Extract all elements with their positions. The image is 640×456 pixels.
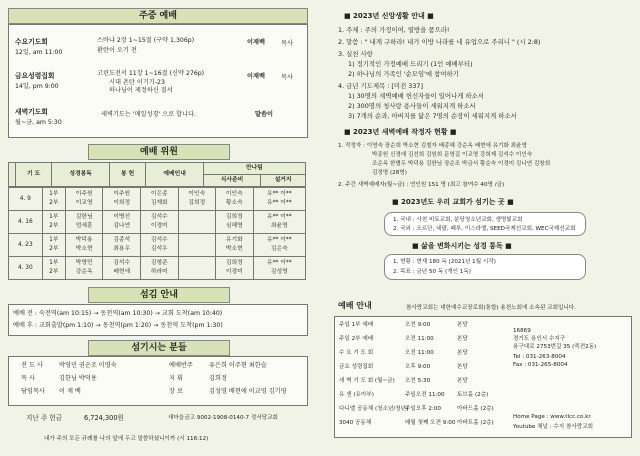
reading-title: ■ 삶을 변화시키는 성경 통독 ■ (412, 242, 512, 250)
table-cell: 김희정 심혜영 (216, 211, 254, 234)
prayer-box (384, 212, 586, 236)
service-subtitle: 하나님이 제정하신 질서 (109, 87, 173, 94)
service-content: 고린도전서 11장 1~16절 (신약 276p) (97, 70, 205, 77)
serving-box (8, 304, 308, 336)
col-header: 설거지 (261, 175, 306, 187)
info-line: 2) 하나님의 가족인 '순모임'에 참여하기 (348, 70, 459, 78)
service-content: 스바냐 2장 1~15절 (구약 1,306p) (97, 37, 195, 44)
service-content: 새벽기도는 '매일성경' 으로 합니다. (101, 111, 196, 118)
guide-service: 주일 2부 예배 (339, 336, 374, 342)
service-name: 새벽기도회 (15, 108, 48, 116)
prayer-line: 2. 국외 : 오르단, 네팔, 페루, 이스라엘, SEED국제선교회, WEC국제선교회 (393, 226, 576, 232)
staff-names: 김한님 박덕용 (59, 375, 97, 382)
table-cell: 유기화 박소현 (216, 234, 254, 257)
address-line: 경기도 용인시 수지구 (513, 336, 566, 342)
col-header: 예배인내 (146, 163, 203, 187)
staff-names: 김희정 (209, 375, 227, 382)
guide-time: 오전 11:00 (405, 350, 434, 356)
guide-time: 오전 5:30 (405, 378, 431, 384)
offering-label: 지난 주 헌금 (26, 414, 63, 422)
table-cell: 이인숙 황소숙 (216, 188, 254, 211)
table-cell: 1부 2부 (42, 234, 65, 257)
table-cell: 1부 2부 (42, 211, 65, 234)
guide-time: 오전 11:00 (405, 336, 434, 342)
guide-place: 본당 (457, 378, 468, 384)
status-line: 조순옥 한별두 박덕용 김한님 장순조 박금서 황순숙 이경미 김나연 김창희 (372, 161, 551, 167)
table-cell: 김석수 배현애 (103, 257, 141, 280)
service-leader: 이재백 (247, 39, 265, 46)
prayer-title: ■ 2023년도 우리 교회가 섬기는 곳 ■ (392, 198, 514, 206)
staff-names: 이 재 백 (59, 388, 81, 395)
service-time: 14일, pm 9:00 (15, 83, 59, 90)
status-title: ■ 2023년 새벽예배 작정자 현황 ■ (344, 128, 457, 136)
guide-service: 수 요 기 도 회 (339, 350, 374, 356)
info-line: 3) 7개의 순과, 아버지를 닮은 7명의 순장이 세워지게 하소서 (348, 112, 517, 120)
table-cell: 유** 이** 최윤영 (253, 211, 305, 234)
table-cell: 김종석 최용우 (103, 234, 141, 257)
info-line: 4. 금년 기도제목 : [미전 337] (338, 82, 423, 90)
fax-line: Fax : 031-265-8004 (513, 362, 568, 368)
service-role: 목사 (281, 40, 293, 47)
info-line: 1. 주제 : 주의 가정이여, 열방을 품으라! (338, 26, 450, 34)
youtube-link[interactable]: Youtube 채널 : 수지 참사랑교회 (513, 424, 594, 430)
table-cell: 4. 30 (9, 257, 43, 280)
guide-service: 새 벽 기 도 회 (월~금) (339, 378, 395, 384)
info-line: 1) 정기적인 가정예배 드리기 (1인 예배부터) (348, 60, 473, 68)
table-cell (178, 211, 216, 234)
staff-role: 담임목사 (21, 388, 45, 395)
table-cell: 김석수 김석우 (140, 234, 178, 257)
col-header: 성경봉독 (52, 163, 109, 187)
guide-place: 토브홀 (2층) (457, 392, 489, 398)
col-header: 봉 헌 (109, 163, 146, 187)
table-cell: 유** 이** 유** 이** (253, 188, 305, 211)
staff-role: 예배반주 (169, 362, 193, 369)
guide-service: 유 센 (유아부) (339, 392, 374, 398)
service-subtitle: 시대 촌탄 이기기-23 (109, 79, 165, 86)
col-header: 기 도 (15, 163, 52, 187)
serving-header: 섬김 안내 (88, 287, 230, 303)
guide-place: 본당 (457, 350, 468, 356)
table-cell: 박영민 강순옥 (65, 257, 103, 280)
table-cell: 4. 16 (9, 211, 43, 234)
address-line: 용구대로 2753번길 35 (죽전2동) (513, 344, 597, 350)
guide-place: 본당 (457, 336, 468, 342)
table-cell: 김형준 하라미 (140, 257, 178, 280)
service-subtitle: 환란이 오기 전 (97, 47, 137, 54)
table-row (9, 211, 306, 234)
service-leader: 이재백 (247, 73, 265, 80)
bank-account: 새마을금고 9002-1908-0140-7 정서당교회 (168, 415, 278, 421)
table-cell: 이주원 이교영 (65, 188, 103, 211)
table-cell: 이주원 이희정 (103, 188, 141, 211)
table-cell: 1부 2부 (42, 257, 65, 280)
reading-box (384, 254, 586, 280)
staff-role: 목 사 (21, 375, 35, 382)
table-cell: 유** 이** 김성영 (253, 257, 305, 280)
status-line: 김정영 (28명) (372, 170, 407, 176)
table-cell: 이인숙 김희정 (178, 188, 216, 211)
table-cell (178, 234, 216, 257)
info-line: 3. 실천 사항 (338, 50, 373, 58)
guide-title: 예배 안내 (338, 301, 372, 310)
table-cell: 유** 이** 김은숙 (253, 234, 305, 257)
phone-line: Tel : 031-263-8004 (513, 354, 566, 360)
guide-time: 오전 9:00 (405, 322, 431, 328)
status-line: 박종원 신경애 김선희 김원희 문영길 이교영 강희제 김석수 이인숙 (372, 152, 533, 158)
service-name: 금요성령집회 (15, 72, 55, 80)
staff-role: 지 휘 (169, 375, 183, 382)
committee-table-wrap (8, 162, 306, 280)
reading-line: 2. 목표 : 금년 50 독 (개인 1독) (393, 269, 471, 275)
service-time: 12일, am 11:00 (15, 49, 63, 56)
col-header (9, 163, 16, 187)
staff-header: 섬기시는 분들 (88, 340, 230, 356)
guide-time: 오후 9:00 (405, 364, 431, 370)
info-line: 2) 300명의 청사랑 용사들이 세워지게 하소서 (348, 102, 476, 110)
info-line: 2. 말씀 : " 내게 구하라! 내가 이방 나라를 네 유업으로 주리니 " (시 2:8) (338, 38, 541, 46)
table-cell: 1부 2부 (42, 188, 65, 211)
committee-table (8, 162, 306, 187)
guide-service: 3040 공동체 (339, 420, 372, 426)
service-role: 목사 (281, 74, 293, 81)
committee-body (8, 187, 306, 280)
table-row (9, 188, 306, 211)
table-cell: 김희정 이경미 (216, 257, 254, 280)
table-cell: 김석수 이경미 (140, 211, 178, 234)
footer-verse: 내가 주의 모든 규례를 나의 앞에 두고 말씀하셨니이까 (시 116:12) (44, 436, 209, 442)
serving-line: 예배 후 : 교회출발(pm 1:10) → 동천역(pm 1:20) → 동천역 도착(pm 1:30) (13, 322, 223, 329)
table-cell: 이은종 김재회 (140, 188, 178, 211)
service-leader: 말씀이 (255, 111, 273, 118)
status-line: 1. 작정자 : 이영숙 장순희 박소현 김철자 배종혜 강순옥 배현애 유기화 최윤영 (338, 143, 527, 149)
table-cell: 4. 23 (9, 234, 43, 257)
table-cell (178, 257, 216, 280)
info-title: ■ 2023년 신앙생활 안내 ■ (344, 12, 434, 20)
offering-value: 6,724,300원 (84, 414, 124, 422)
worship-box (8, 24, 308, 138)
guide-note: 참사랑교회는 대한예수교장로회(통합) 용천노회에 소속된 교회입니다. (406, 305, 576, 311)
guide-place: 본당 (457, 322, 468, 328)
committee-header: 예배 위원 (88, 144, 230, 160)
table-row (9, 257, 306, 280)
guide-service: 주일 1부 예배 (339, 322, 374, 328)
col-header: 만나팀 (203, 163, 305, 175)
reading-line: 1. 현황 : 현재 180 독 (2021년 1월 시작) (393, 259, 496, 265)
guide-place: 본당 (457, 364, 468, 370)
staff-names: 유은희 이주현 최한슬 (209, 362, 267, 369)
guide-place: 아바드홀 (2층) (457, 406, 494, 412)
right-column (328, 8, 632, 450)
committee-rows (8, 187, 306, 280)
staff-box (8, 356, 308, 406)
table-cell: 김한님 엄세훈 (65, 211, 103, 234)
prayer-line: 1. 국내 : 사천 비토교회, 분당청소년교회, 생명빛교회 (393, 217, 523, 223)
table-cell: 4. 9 (9, 188, 43, 211)
status-line: 2. 주간 새벽예배자(월~금) : 연인원 151 명 (최고 참여수 40명 /금) (338, 182, 505, 188)
info-line: 1) 30명의 새벽예배 헌신자들이 일어나게 하소서 (348, 92, 484, 100)
guide-time: 매월 첫째 오전 9:00 (405, 420, 456, 426)
guide-place: 아바트홀 (2층) (457, 420, 494, 426)
address-line: 16869 (513, 328, 531, 334)
staff-names: 박영민 권순조 이영숙 (59, 362, 117, 369)
worship-header: 주중 예배 (8, 8, 308, 24)
left-column (8, 8, 308, 450)
table-cell: 박덕용 박소현 (65, 234, 103, 257)
staff-names: 김성영 배현애 이교영 김기영 (209, 388, 287, 395)
staff-role: 장 로 (169, 388, 183, 395)
guide-time: 주일오후 2:00 (405, 406, 441, 412)
homepage-link[interactable]: Home Page : www.tlcc.co.kr (513, 414, 591, 420)
guide-time: 주일오전 11:00 (405, 392, 445, 398)
serving-line: 예배 전 : 숙전역(am 10:15) → 동천역(am 10:30) → 교회 도착(am 10:40) (13, 310, 223, 317)
col-header: 식사준비 (203, 175, 260, 187)
guide-service: 다니엘 공동체 (청소년/청년) (339, 406, 409, 412)
table-row (9, 234, 306, 257)
guide-box (334, 316, 632, 438)
service-time: 월~금, am 5:30 (15, 119, 62, 126)
table-cell: 이병선 김나연 (103, 211, 141, 234)
staff-role: 전 도 사 (21, 362, 43, 369)
service-name: 수요기도회 (15, 38, 48, 46)
guide-service: 금요 성령집회 (339, 364, 374, 370)
